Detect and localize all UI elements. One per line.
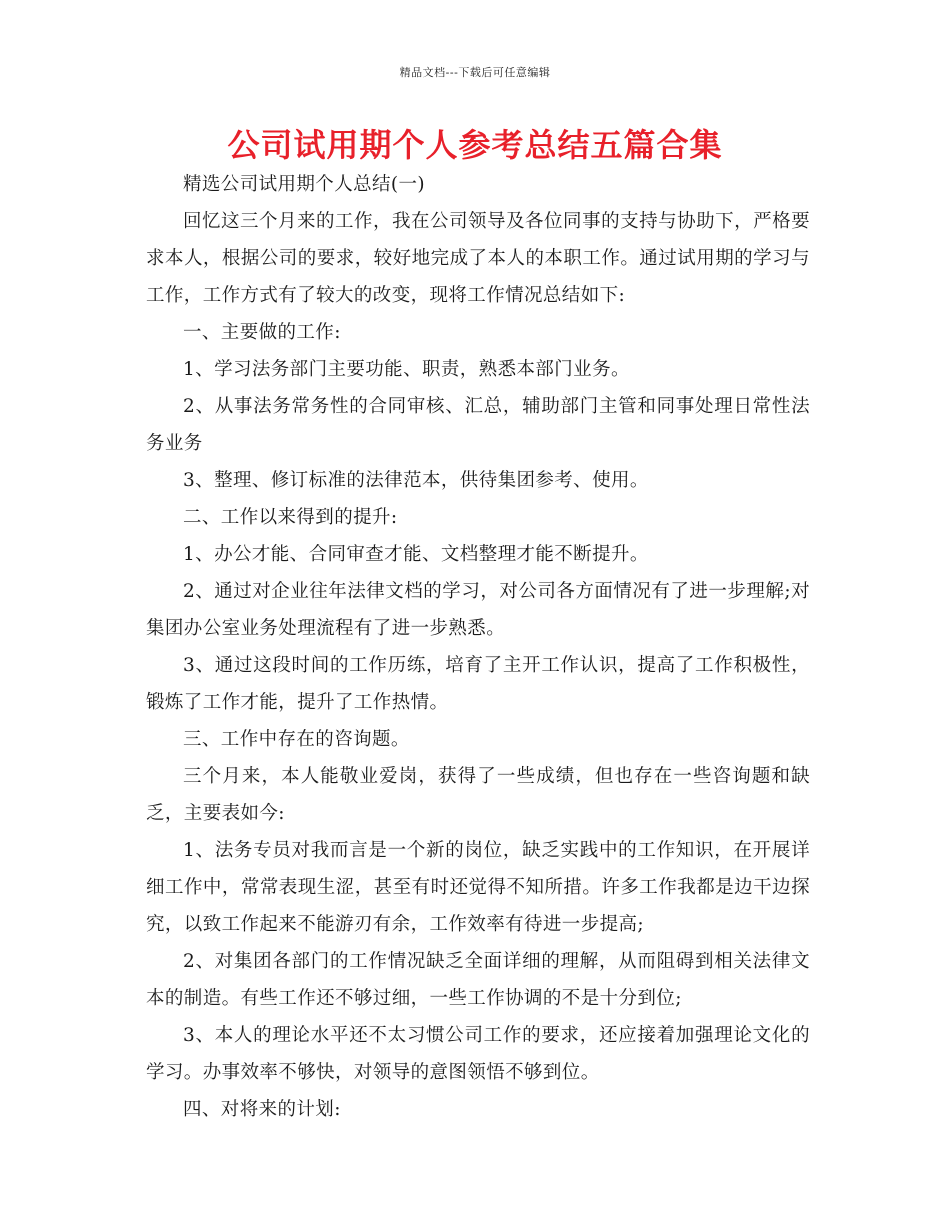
list-item: 1、办公才能、合同审查才能、文档整理才能不断提升。 xyxy=(183,544,649,565)
list-item: 2、从事法务常务性的合同审核、汇总，辅助部门主管和同事处理日常性法务业务 xyxy=(146,396,810,454)
section-heading: 四、对将来的计划: xyxy=(183,1099,341,1120)
list-item: 3、通过这段时间的工作历练，培育了主开工作认识，提高了工作积极性，锻炼了工作才能，提升了工作热情。 xyxy=(146,655,810,713)
list-item: 3、本人的理论水平还不太习惯公司工作的要求，还应接着加强理论文化的学习。办事效率不够快，对领导的意图领悟不够到位。 xyxy=(146,1025,810,1083)
section-heading: 三、工作中存在的咨询题。 xyxy=(183,729,410,750)
document-body xyxy=(146,166,810,1128)
paragraph-subtitle: 精选公司试用期个人总结(一) xyxy=(183,174,426,195)
list-item: 2、对集团各部门的工作情况缺乏全面详细的理解，从而阻碍到相关法律文本的制造。有些工作还不够过细，一些工作协调的不是十分到位; xyxy=(146,951,810,1009)
section-heading: 一、主要做的工作: xyxy=(183,322,341,343)
section-heading: 二、工作以来得到的提升: xyxy=(183,507,398,528)
list-item: 1、法务专员对我而言是一个新的岗位，缺乏实践中的工作知识，在开展详细工作中，常常表现生涩，甚至有时还觉得不知所措。许多工作我都是边干边探究，以致工作起来不能游刃有余，工作效率有待进一步提高; xyxy=(146,840,810,935)
document-title: 公司试用期个人参考总结五篇合集 xyxy=(227,126,723,164)
list-item: 2、通过对企业往年法律文档的学习，对公司各方面情况有了进一步理解;对集团办公室业务处理流程有了进一步熟悉。 xyxy=(146,581,810,639)
paragraph: 回忆这三个月来的工作，我在公司领导及各位同事的支持与协助下，严格要求本人，根据公司的要求，较好地完成了本人的本职工作。通过试用期的学习与工作，工作方式有了较大的改变，现将工作情况总结如下: xyxy=(146,211,810,306)
list-item: 1、学习法务部门主要功能、职责，熟悉本部门业务。 xyxy=(183,359,630,380)
paragraph: 三个月来，本人能敬业爱岗，获得了一些成绩，但也存在一些咨询题和缺乏，主要表如今: xyxy=(146,766,810,824)
page-header: 精品文档---下载后可任意编辑 xyxy=(399,66,551,79)
list-item: 3、整理、修订标准的法律范本，供待集团参考、使用。 xyxy=(183,470,649,491)
